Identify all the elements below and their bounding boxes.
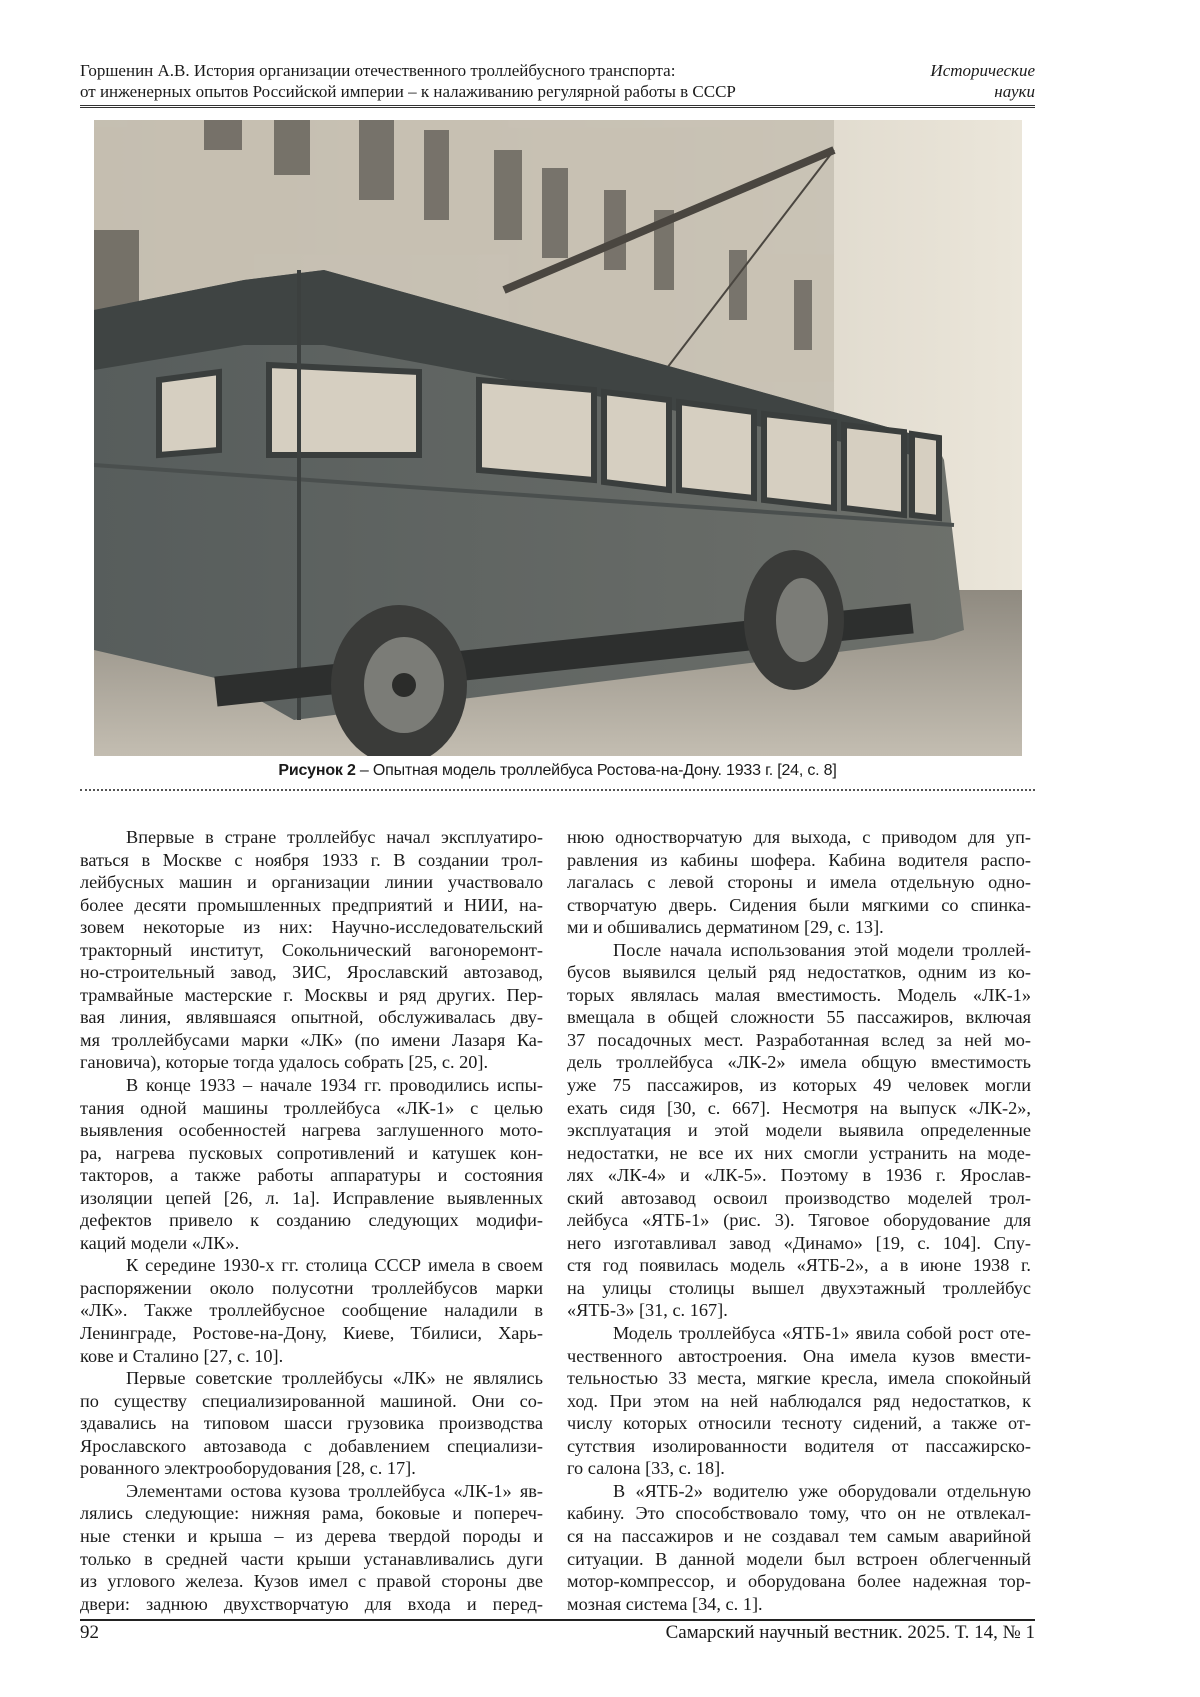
footer-divider <box>80 1619 1035 1621</box>
text-line: трамвайные мастерские г. Москвы и ряд других. Пер- <box>80 984 543 1007</box>
text-line: Впервые в стране троллейбус начал эксплуатиро- <box>80 826 543 849</box>
text-line: Элементами остова кузова троллейбуса «ЛК-1» яв- <box>80 1480 543 1503</box>
text-line: После начала использования этой модели троллей- <box>567 939 1031 962</box>
text-line: ход. При этом на ней наблюдался ряд недостатков, к <box>567 1390 1031 1413</box>
text-column-left <box>80 826 543 1615</box>
paragraph <box>567 826 1031 939</box>
text-line: него изготавливал завод «Динамо» [19, с. 104]. Спу- <box>567 1232 1031 1255</box>
header-article-title <box>80 60 736 102</box>
text-line: распоряжении около полусотни троллейбусов марки <box>80 1277 543 1300</box>
text-line: вмещала в общей сложности 55 пассажиров, включая <box>567 1006 1031 1029</box>
text-line: ситуации. В данной модели был встроен облегченный <box>567 1548 1031 1571</box>
text-line: «ЛК». Также троллейбусное сообщение наладили в <box>80 1299 543 1322</box>
text-line: более десяти промышленных предприятий и НИИ, на- <box>80 894 543 917</box>
text-line: Ярославского автозавода с добавлением специализи- <box>80 1435 543 1458</box>
text-line: торых являлась малая вместимость. Модель «ЛК-1» <box>567 984 1031 1007</box>
text-line: тельностью 33 места, мягкие кресла, имела спокойный <box>567 1367 1031 1390</box>
text-line: из углового железа. Кузов имел с правой стороны две <box>80 1570 543 1593</box>
text-line: числу которых относили тесноту сидений, а также от- <box>567 1412 1031 1435</box>
text-line: двери: заднюю двухстворчатую для входа и перед- <box>80 1593 543 1616</box>
text-line: Первые советские троллейбусы «ЛК» не являлись <box>80 1367 543 1390</box>
header-section-line-1: Исторические <box>930 60 1035 81</box>
text-line: Ленинграде, Ростове-на-Дону, Киеве, Тбилиси, Харь- <box>80 1322 543 1345</box>
text-line: Модель троллейбуса «ЯТБ-1» явила собой рост оте- <box>567 1322 1031 1345</box>
paragraph <box>80 826 543 1074</box>
text-line: лейбусных машин и организации линии участвовало <box>80 871 543 894</box>
journal-citation: Самарский научный вестник. 2025. Т. 14, № 1 <box>666 1622 1035 1644</box>
paragraph <box>567 1322 1031 1480</box>
text-line: нюю одностворчатую для выхода, с приводом для уп- <box>567 826 1031 849</box>
text-line: В «ЯТБ-2» водителю уже оборудовали отдельную <box>567 1480 1031 1503</box>
figure-caption-label: Рисунок 2 <box>278 762 355 779</box>
text-line: ные стенки и крыша – из дерева твердой породы и <box>80 1525 543 1548</box>
text-line: здавались на типовом шасси грузовика производства <box>80 1412 543 1435</box>
figure-caption-text: – Опытная модель троллейбуса Ростова-на-Дону. 1933 г. [24, с. 8] <box>356 762 837 779</box>
text-line: такторов, а также работы аппаратуры и состояния <box>80 1164 543 1187</box>
text-line: недостатки, не все их них смогли устранить на моде- <box>567 1142 1031 1165</box>
text-line: эксплуатация и этой модели выявила определенные <box>567 1119 1031 1142</box>
text-line: тания одной машины троллейбуса «ЛК-1» с целью <box>80 1097 543 1120</box>
header-divider <box>80 105 1035 108</box>
text-line: равления из кабины шофера. Кабина водителя распо- <box>567 849 1031 872</box>
text-line: дель троллейбуса «ЛК-2» имела общую вместимость <box>567 1051 1031 1074</box>
text-line: зовем некоторые из них: Научно-исследовательский <box>80 916 543 939</box>
caption-divider <box>80 789 1035 791</box>
text-line: мозная система [34, с. 1]. <box>567 1593 1031 1616</box>
text-line: ра, нагрева пусковых сопротивлений и катушек кон- <box>80 1142 543 1165</box>
text-line: В конце 1933 – начале 1934 гг. проводились испы- <box>80 1074 543 1097</box>
text-line: каций модели «ЛК». <box>80 1232 543 1255</box>
paragraph <box>80 1074 543 1254</box>
text-line: лялись следующие: нижняя рама, боковые и попереч- <box>80 1502 543 1525</box>
header-section <box>930 60 1035 102</box>
text-line: выявления особенностей нагрева заглушенного мото- <box>80 1119 543 1142</box>
text-line: гановича), которые тогда удалось собрать [25, с. 20]. <box>80 1051 543 1074</box>
paragraph <box>80 1367 543 1480</box>
text-line: изоляции цепей [26, л. 1а]. Исправление выявленных <box>80 1187 543 1210</box>
text-line: мя троллейбусами марки «ЛК» (по имени Лазаря Ка- <box>80 1029 543 1052</box>
text-line: стя год появилась модель «ЯТБ-2», а в июне 1938 г. <box>567 1254 1031 1277</box>
page-number: 92 <box>80 1622 99 1644</box>
text-column-right <box>567 826 1031 1615</box>
paragraph <box>567 939 1031 1322</box>
text-line: кове и Сталино [27, с. 10]. <box>80 1345 543 1368</box>
text-line: лагалась с левой стороны и имела отдельную одно- <box>567 871 1031 894</box>
text-line: ский автозавод освоил производство моделей трол- <box>567 1187 1031 1210</box>
text-line: только в средней части крыши устанавливались дуги <box>80 1548 543 1571</box>
text-line: кабину. Это способствовало тому, что он не отвлекал- <box>567 1502 1031 1525</box>
figure-photo-trolleybus <box>94 120 1022 756</box>
text-line: на улицы столицы вышел двухэтажный троллейбус <box>567 1277 1031 1300</box>
text-line: ехать сидя [30, с. 667]. Несмотря на выпуск «ЛК-2», <box>567 1097 1031 1120</box>
text-line: 37 посадочных мест. Разработанная вслед за ней мо- <box>567 1029 1031 1052</box>
figure-caption <box>80 762 1035 780</box>
text-line: К середине 1930-х гг. столица СССР имела в своем <box>80 1254 543 1277</box>
text-line: «ЯТБ-3» [31, с. 167]. <box>567 1299 1031 1322</box>
text-line: ми и обшивались дерматином [29, с. 13]. <box>567 916 1031 939</box>
text-line: створчатую дверь. Сидения были мягкими со спинка- <box>567 894 1031 917</box>
text-line: рованного электрооборудования [28, с. 17]. <box>80 1457 543 1480</box>
header-title-line-2: от инженерных опытов Российской империи – к налаживанию регулярной работы в СССР <box>80 81 736 102</box>
header-title-line-1: Горшенин А.В. История организации отечественного троллейбусного транспорта: <box>80 60 736 81</box>
text-line: лях «ЛК-4» и «ЛК-5». Поэтому в 1936 г. Ярослав- <box>567 1164 1031 1187</box>
text-line: ваться в Москве с ноября 1933 г. В создании трол- <box>80 849 543 872</box>
text-line: мотор-компрессор, и оборудована более надежная тор- <box>567 1570 1031 1593</box>
text-line: го салона [33, с. 18]. <box>567 1457 1031 1480</box>
text-line: вая линия, являвшаяся опытной, обслуживалась дву- <box>80 1006 543 1029</box>
text-line: сутствия изолированности водителя от пассажирско- <box>567 1435 1031 1458</box>
paragraph <box>567 1480 1031 1615</box>
text-line: ся на пассажиров и не создавал тем самым аварийной <box>567 1525 1031 1548</box>
paragraph <box>80 1254 543 1367</box>
text-line: тракторный институт, Сокольнический вагоноремонт- <box>80 939 543 962</box>
text-line: уже 75 пассажиров, из которых 49 человек могли <box>567 1074 1031 1097</box>
paragraph <box>80 1480 543 1615</box>
text-line: чественного автостроения. Она имела кузов вмести- <box>567 1345 1031 1368</box>
header-section-line-2: науки <box>930 81 1035 102</box>
text-line: лейбуса «ЯТБ-1» (рис. 3). Тяговое оборудование для <box>567 1209 1031 1232</box>
text-line: по существу специализированной машиной. Они со- <box>80 1390 543 1413</box>
text-line: бусов выявился целый ряд недостатков, одним из ко- <box>567 961 1031 984</box>
text-line: дефектов привело к созданию следующих модифи- <box>80 1209 543 1232</box>
text-line: но-строительный завод, ЗИС, Ярославский автозавод, <box>80 961 543 984</box>
